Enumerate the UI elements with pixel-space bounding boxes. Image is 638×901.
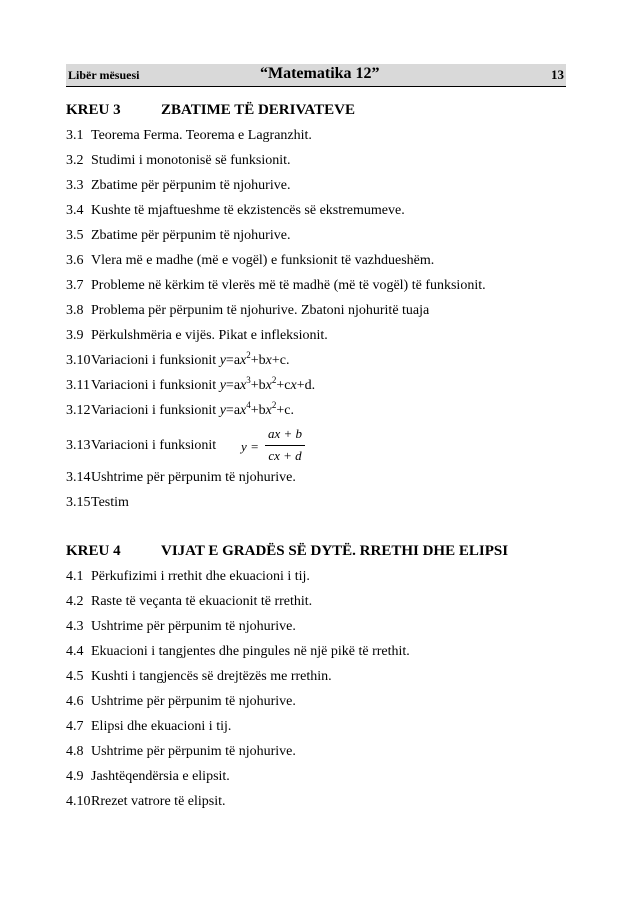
item-number: 3.14: [66, 470, 91, 485]
item-text: Elipsi dhe ekuacioni i tij.: [91, 719, 232, 734]
item-text-with-formula: [91, 400, 294, 419]
item-number: 3.9: [66, 328, 84, 343]
item-text: Zbatime për përpunim të njohurive.: [91, 228, 291, 243]
page-number: 13: [551, 67, 564, 82]
fraction-bar: [265, 445, 305, 446]
item-number: 4.2: [66, 594, 84, 609]
item-text: Kushte të mjaftueshme të ekzistencës së ekstremumeve.: [91, 203, 405, 218]
item-number: 3.13: [66, 438, 91, 453]
item-number: 4.3: [66, 619, 84, 634]
chapter-number: KREU 4: [66, 543, 121, 559]
formula-y: y: [241, 439, 247, 454]
item-text: Variacioni i funksionit: [91, 438, 217, 453]
item-text: Ushtrime për përpunim të njohurive.: [91, 619, 296, 634]
item-number: 3.12: [66, 403, 91, 418]
item-text: Vlera më e madhe (më e vogël) e funksionit të vazhdueshëm.: [91, 253, 435, 268]
item-text: Ekuacioni i tangjentes dhe pingules në një pikë të rrethit.: [91, 644, 410, 659]
item-number: 3.7: [66, 278, 84, 293]
item-text: Jashtëqendërsia e elipsit.: [91, 769, 230, 784]
formula: $y=ax^2+bx+c$.: [219, 350, 290, 368]
item-number: 3.6: [66, 253, 84, 268]
chapter-number: KREU 3: [66, 102, 121, 118]
item-number: 4.5: [66, 669, 84, 684]
item-number: 3.10: [66, 353, 91, 368]
item-number: 4.10: [66, 794, 91, 809]
item-number: 4.4: [66, 644, 84, 659]
item-text: Testim: [91, 495, 129, 510]
item-text: Variacioni i funksionit: [91, 353, 220, 368]
item-text: Variacioni i funksionit: [91, 378, 220, 393]
item-text: Përkufizimi i rrethit dhe ekuacioni i tij.: [91, 569, 310, 584]
page-header: [66, 64, 566, 87]
item-text: Zbatime për përpunim të njohurive.: [91, 178, 291, 193]
item-number: 4.9: [66, 769, 84, 784]
item-number: 3.15: [66, 495, 91, 510]
formula-equals: =: [251, 439, 259, 454]
item-text: Probleme në kërkim të vlerës më të madhë (më të vogël) të funksionit.: [91, 278, 486, 293]
item-number: 4.1: [66, 569, 84, 584]
item-text-with-formula: [91, 375, 316, 394]
item-number: 3.2: [66, 153, 84, 168]
item-text: Studimi i monotonisë së funksionit.: [91, 153, 291, 168]
item-text: Kushti i tangjencës së drejtëzës me rrethin.: [91, 669, 332, 684]
item-number: 4.8: [66, 744, 84, 759]
item-text: Variacioni i funksionit: [91, 403, 220, 418]
item-text-with-formula: [91, 350, 290, 369]
item-text: Teorema Ferma. Teorema e Lagranzhit.: [91, 128, 312, 143]
chapter-title: ZBATIME TË DERIVATEVE: [161, 102, 355, 118]
item-text: Ushtrime për përpunim të njohurive.: [91, 744, 296, 759]
formula-numerator: ax + b: [267, 426, 303, 441]
item-number: 3.11: [66, 378, 90, 393]
formula: $y=ax^3+bx^2+cx+d$.: [219, 375, 316, 393]
item-text: Raste të veçanta të ekuacionit të rrethit.: [91, 594, 313, 609]
item-text: Rrezet vatrore të elipsit.: [91, 794, 226, 809]
item-number: 4.7: [66, 719, 84, 734]
formula: $y=ax^4+bx^2+c$.: [219, 400, 294, 418]
book-title: “Matematika 12”: [260, 65, 380, 82]
book-label: Libër mësuesi: [68, 68, 140, 82]
item-text: Ushtrime për përpunim të njohurive.: [91, 470, 296, 485]
formula-denominator: cx + d: [268, 448, 302, 463]
chapter-title: VIJAT E GRADËS SË DYTË. RRETHI DHE ELIPSI: [161, 543, 509, 559]
item-number: 3.5: [66, 228, 84, 243]
item-number: 3.1: [66, 128, 84, 143]
item-text: Problema për përpunim të njohurive. Zbatoni njohuritë tuaja: [91, 303, 430, 318]
item-number: 3.8: [66, 303, 84, 318]
item-text: Ushtrime për përpunim të njohurive.: [91, 694, 296, 709]
item-number: 4.6: [66, 694, 84, 709]
item-number: 3.3: [66, 178, 84, 193]
item-text: Përkulshmëria e vijës. Pikat e infleksionit.: [91, 328, 328, 343]
item-number: 3.4: [66, 203, 84, 218]
